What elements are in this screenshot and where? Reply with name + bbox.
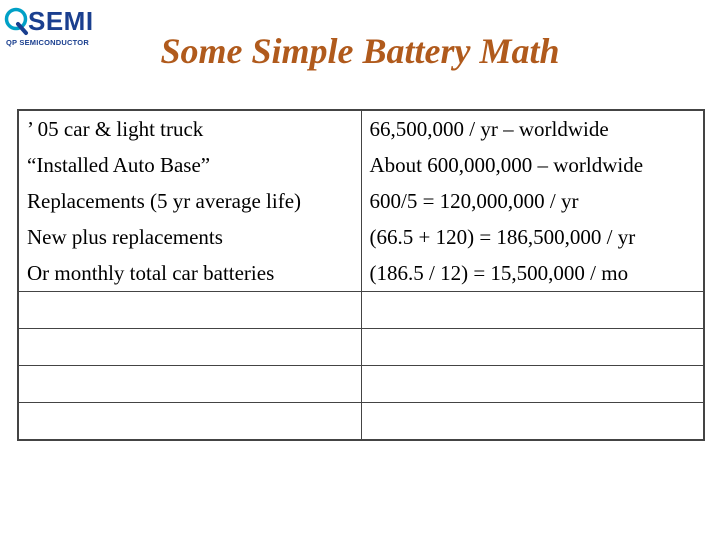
logo-name: SEMI xyxy=(28,6,94,36)
row-value-cell: 600/5 = 120,000,000 / yr xyxy=(361,183,704,219)
table-row xyxy=(18,219,704,255)
row-value-cell xyxy=(361,329,704,366)
row-value-cell xyxy=(361,292,704,329)
row-value-cell: About 600,000,000 – worldwide xyxy=(361,147,704,183)
table-row xyxy=(18,183,704,219)
row-value-cell xyxy=(361,403,704,441)
table-row xyxy=(18,292,704,329)
logo-tagline: QP SEMICONDUCTOR xyxy=(6,38,89,47)
page-title: Some Simple Battery Math xyxy=(160,31,560,71)
row-value-cell xyxy=(361,366,704,403)
row-label-cell: Replacements (5 yr average life) xyxy=(18,183,361,219)
table-row xyxy=(18,329,704,366)
row-label-cell: New plus replacements xyxy=(18,219,361,255)
table-row xyxy=(18,147,704,183)
row-label-cell: “Installed Auto Base” xyxy=(18,147,361,183)
row-value-cell: (66.5 + 120) = 186,500,000 / yr xyxy=(361,219,704,255)
table-body xyxy=(18,110,704,440)
table-row xyxy=(18,403,704,441)
row-value-cell: (186.5 / 12) = 15,500,000 / mo xyxy=(361,255,704,292)
row-label-cell: ’ 05 car & light truck xyxy=(18,110,361,147)
row-label-cell xyxy=(18,403,361,441)
battery-math-table xyxy=(17,109,703,441)
row-label-cell xyxy=(18,292,361,329)
row-label-cell xyxy=(18,366,361,403)
data-table xyxy=(17,109,705,441)
row-value-cell: 66,500,000 / yr – worldwide xyxy=(361,110,704,147)
table-row xyxy=(18,366,704,403)
row-label-cell xyxy=(18,329,361,366)
row-label-cell: Or monthly total car batteries xyxy=(18,255,361,292)
table-row xyxy=(18,110,704,147)
table-row xyxy=(18,255,704,292)
